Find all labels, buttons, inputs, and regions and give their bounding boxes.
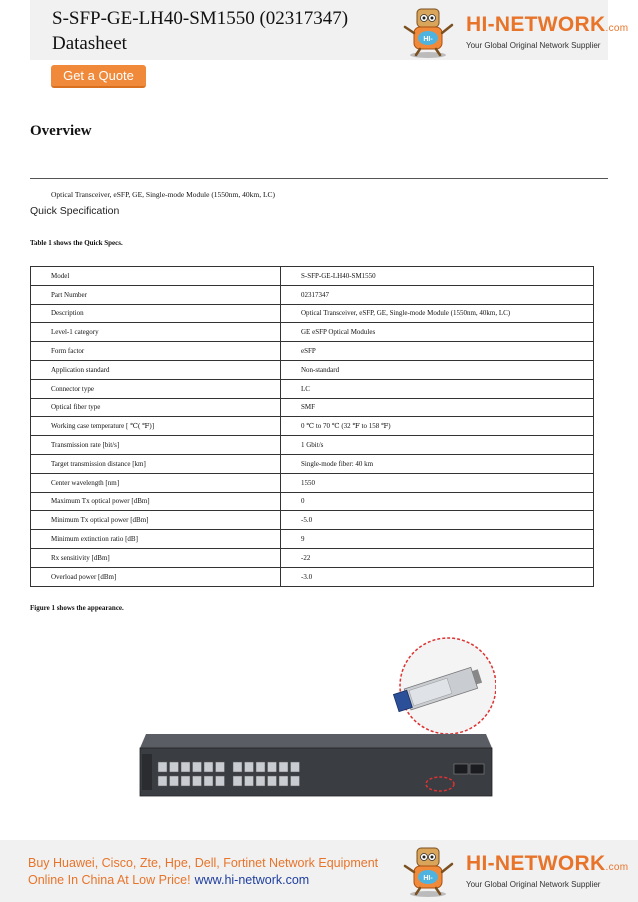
table-row [31, 492, 594, 511]
spec-key-cell: Model [31, 267, 281, 286]
spec-key-cell: Optical fiber type [31, 398, 281, 417]
spec-key-cell: Part Number [31, 285, 281, 304]
ethernet-port-icon [245, 776, 254, 786]
spec-key-cell: Center wavelength [nm] [31, 473, 281, 492]
spec-key-cell: Form factor [31, 342, 281, 361]
table-row [31, 417, 594, 436]
overview-heading: Overview [30, 123, 92, 139]
brand-logo-top[interactable] [402, 5, 628, 59]
ethernet-port-icon [158, 762, 167, 772]
ethernet-port-icon [256, 776, 265, 786]
table-row [31, 548, 594, 567]
spec-value-cell: 1550 [281, 473, 594, 492]
table-row [31, 454, 594, 473]
spec-key-cell: Working case temperature [ ℃( ℉)] [31, 417, 281, 436]
table-row [31, 379, 594, 398]
table-row [31, 436, 594, 455]
footer-promo-line-2: Online In China At Low Price! www.hi-network.com [28, 873, 310, 887]
spec-key-cell: Minimum extinction ratio [dB] [31, 530, 281, 549]
table-row [31, 267, 594, 286]
ethernet-port-icon [291, 776, 300, 786]
table-row [31, 285, 594, 304]
ethernet-port-icon [170, 762, 179, 772]
page-subtitle: Datasheet [52, 33, 127, 54]
spec-value-cell: 1 Gbit/s [281, 436, 594, 455]
table-caption: Table 1 shows the Quick Specs. [30, 239, 123, 247]
section-divider [30, 178, 608, 179]
footer-website-link[interactable]: www.hi-network.com [194, 873, 310, 887]
ethernet-port-icon [268, 776, 277, 786]
spec-key-cell: Minimum Tx optical power [dBm] [31, 511, 281, 530]
spec-value-cell: Non-standard [281, 360, 594, 379]
ethernet-port-icon [256, 762, 265, 772]
brand-name: HI-NETWORK.com [466, 852, 629, 875]
ethernet-port-icon [181, 762, 190, 772]
ethernet-port-icon [291, 762, 300, 772]
ethernet-port-icon [170, 776, 179, 786]
robot-mascot-icon [402, 5, 464, 59]
brand-tagline: Your Global Original Network Supplier [466, 880, 601, 889]
product-appearance-figure [138, 636, 496, 804]
brand-tagline: Your Global Original Network Supplier [466, 41, 601, 50]
table-row [31, 511, 594, 530]
page-title: S-SFP-GE-LH40-SM1550 (02317347) [52, 8, 349, 29]
spec-value-cell: -22 [281, 548, 594, 567]
spec-value-cell: S-SFP-GE-LH40-SM1550 [281, 267, 594, 286]
mascot-label: HI- [423, 875, 433, 882]
ethernet-port-icon [245, 762, 254, 772]
spec-key-cell: Target transmission distance [km] [31, 454, 281, 473]
overview-description: Optical Transceiver, eSFP, GE, Single-mode Module (1550nm, 40km, LC) [51, 190, 276, 199]
quick-spec-table [30, 266, 594, 587]
footer-promo-line: Buy Huawei, Cisco, Zte, Hpe, Dell, Fortinet Network Equipment [28, 856, 379, 870]
spec-key-cell: Application standard [31, 360, 281, 379]
spec-key-cell: Rx sensitivity [dBm] [31, 548, 281, 567]
ethernet-port-icon [216, 776, 225, 786]
ethernet-port-icon [193, 776, 202, 786]
table-row [31, 323, 594, 342]
brand-name: HI-NETWORK.com [466, 13, 629, 36]
ethernet-port-icon [233, 776, 242, 786]
ethernet-port-icon [204, 776, 213, 786]
spec-value-cell: -5.0 [281, 511, 594, 530]
table-row [31, 473, 594, 492]
mascot-label: HI- [423, 36, 433, 43]
spec-value-cell: 9 [281, 530, 594, 549]
spec-value-cell: 02317347 [281, 285, 594, 304]
spec-key-cell: Maximum Tx optical power [dBm] [31, 492, 281, 511]
ethernet-port-icon [233, 762, 242, 772]
spec-value-cell: Optical Transceiver, eSFP, GE, Single-mode Module (1550nm, 40km, LC) [281, 304, 594, 323]
ethernet-port-icon [216, 762, 225, 772]
table-row [31, 342, 594, 361]
robot-mascot-icon [402, 844, 464, 898]
table-row [31, 304, 594, 323]
table-row [31, 530, 594, 549]
ethernet-port-icon [181, 776, 190, 786]
ethernet-port-icon [279, 776, 288, 786]
spec-value-cell: eSFP [281, 342, 594, 361]
spec-value-cell: 0 ℃ to 70 ℃ (32 ℉ to 158 ℉) [281, 417, 594, 436]
table-row [31, 360, 594, 379]
ethernet-port-icon [158, 776, 167, 786]
figure-caption: Figure 1 shows the appearance. [30, 604, 124, 612]
table-row [31, 567, 594, 586]
ethernet-port-icon [204, 762, 213, 772]
spec-value-cell: -3.0 [281, 567, 594, 586]
spec-key-cell: Connector type [31, 379, 281, 398]
spec-key-cell: Transmission rate [bit/s] [31, 436, 281, 455]
get-quote-button[interactable]: Get a Quote [51, 65, 146, 88]
spec-key-cell: Level-1 category [31, 323, 281, 342]
quick-spec-heading: Quick Specification [30, 205, 120, 217]
spec-key-cell: Description [31, 304, 281, 323]
spec-value-cell: LC [281, 379, 594, 398]
spec-value-cell: 0 [281, 492, 594, 511]
brand-logo-bottom[interactable] [402, 844, 628, 898]
ethernet-port-icon [268, 762, 277, 772]
spec-value-cell: Single-mode fiber: 40 km [281, 454, 594, 473]
ethernet-port-icon [279, 762, 288, 772]
table-row [31, 398, 594, 417]
spec-value-cell: GE eSFP Optical Modules [281, 323, 594, 342]
spec-key-cell: Overload power [dBm] [31, 567, 281, 586]
spec-value-cell: SMF [281, 398, 594, 417]
ethernet-port-icon [193, 762, 202, 772]
